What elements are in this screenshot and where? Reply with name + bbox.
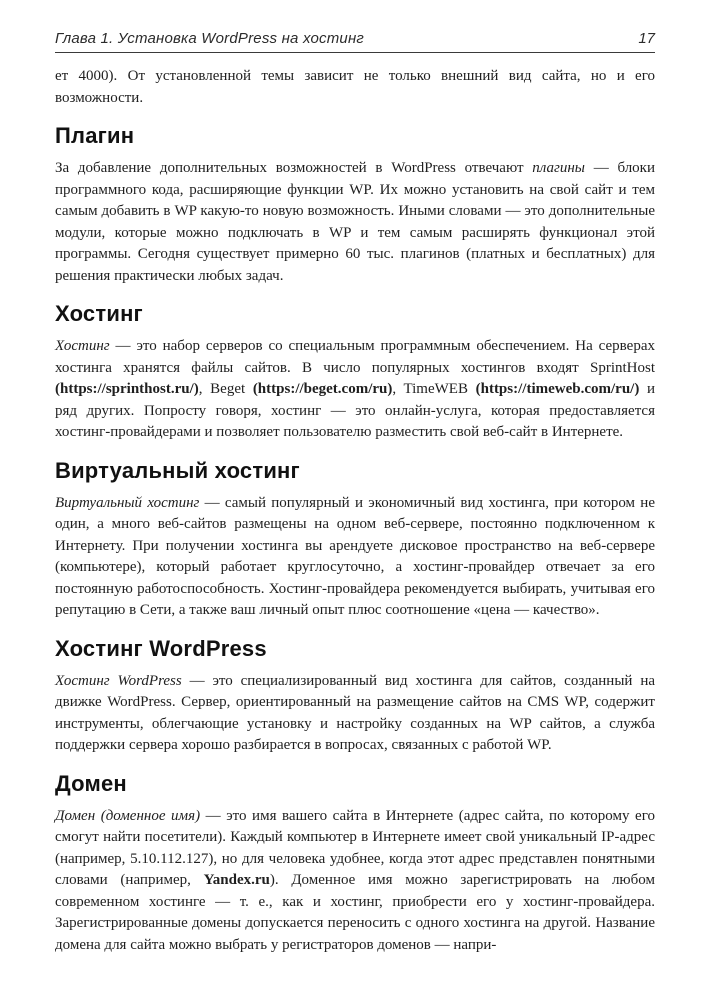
text-segment: и ряд других. Попросту говоря, хостинг — это онлайн-услуга, которая предоставляется хостинг-провайдерами и позволяет пользователю разместить свой веб-сайт в Интернете. [55,381,655,440]
text-segment: плагины [532,160,585,176]
section-heading: Домен [55,770,127,796]
text-segment: (https://sprinthost.ru/) [55,381,199,397]
section-heading: Хостинг WordPress [55,635,267,661]
text-segment: Хостинг [55,338,110,354]
paragraph [55,336,655,444]
paragraph [55,671,655,757]
text-segment: ет 4000). От установленной темы зависит не только внешний вид сайта, но и его возможности. [55,68,655,106]
text-segment: — это имя вашего сайта в Интернете (адрес сайта, по которому его смогут найти посетители). Каждый компьютер в Интернете имеет свой уникальный IP-адрес (например, 5.10.112.127), но для человека удобнее, когда этот адрес представлен понятными словами (например, [55,807,655,888]
section-heading: Виртуальный хостинг [55,457,300,483]
running-head [55,0,655,53]
page-number: 17 [638,30,655,47]
section-heading: Плагин [55,123,135,148]
paragraph [55,66,655,109]
text-segment: Yandex.ru [203,872,270,888]
section-heading: Хостинг [55,301,143,326]
paragraph [55,158,655,287]
text-segment: Виртуальный хостинг [55,494,200,511]
text-segment: — это специализированный вид хостинга для сайтов, созданный на движке WordPress. Сервер, ориентированный на размещение сайтов на CMS WP, содержит инструменты, облегчающие установку и настройку созданных на WP сайтов, а служба поддержки сервера хорошо разбирается в вопросах, связанных с работой WP. [55,672,656,753]
chapter-title: Глава 1. Установка WordPress на хостинг [55,30,365,47]
text-segment: (https://beget.com/ru) [252,381,393,397]
page-body [55,53,655,956]
text-segment: За добавление дополнительных возможностей в WordPress отвечают [55,160,533,176]
text-segment: (https://timeweb.com/ru/) [475,381,640,397]
text-segment: Домен (доменное имя) [55,807,201,824]
text-segment: — самый популярный и экономичный вид хостинга, при котором не один, а много веб-сайтов размещены на одном веб-сервере, постоянно подключенном к Интернету. При получении хостинга вы арендуете дисковое пространство на веб-сервере (компьютере), который работает круглосуточно, а хостинг-провайдер отвечает за его постоянную работоспособность. Хостинг-провайдера рекомендуется выбирать, учитывая его репутацию в Сети, а также ваш личный опыт плюс соотношение «цена — качество». [55,494,655,618]
text-segment: , TimeWEB [392,381,476,397]
text-segment: , Beget [198,381,253,397]
text-segment: — блоки программного кода, расширяющие функции WP. Их можно установить на свой сайт и тем самым добавить в WP какую-то новую возможность. Иными словами — это дополнительные модули, которые можно подключать в WP и тем самым расширять функционал этой программы. Сегодня существует примерно 60 тыс. плагинов (платных и бесплатных) для решения практически любых задач. [55,160,655,284]
paragraph [55,493,655,622]
text-segment: — это набор серверов со специальным программным обеспечением. На серверах хостинга хранятся файлы сайтов. В число популярных хостингов входят SprintHost [55,338,655,376]
paragraph [55,806,655,957]
text-segment: Хостинг WordPress [55,672,182,689]
text-segment: ). Доменное имя можно зарегистрировать на любом современном хостинге — т. е., как и хостинг, приобрести его у хостинг-провайдера. Зарегистрированные домены допускается переносить с одного хостинга на другой. Название домена для сайта можно выбрать у регистраторов доменов — напри- [55,872,655,953]
